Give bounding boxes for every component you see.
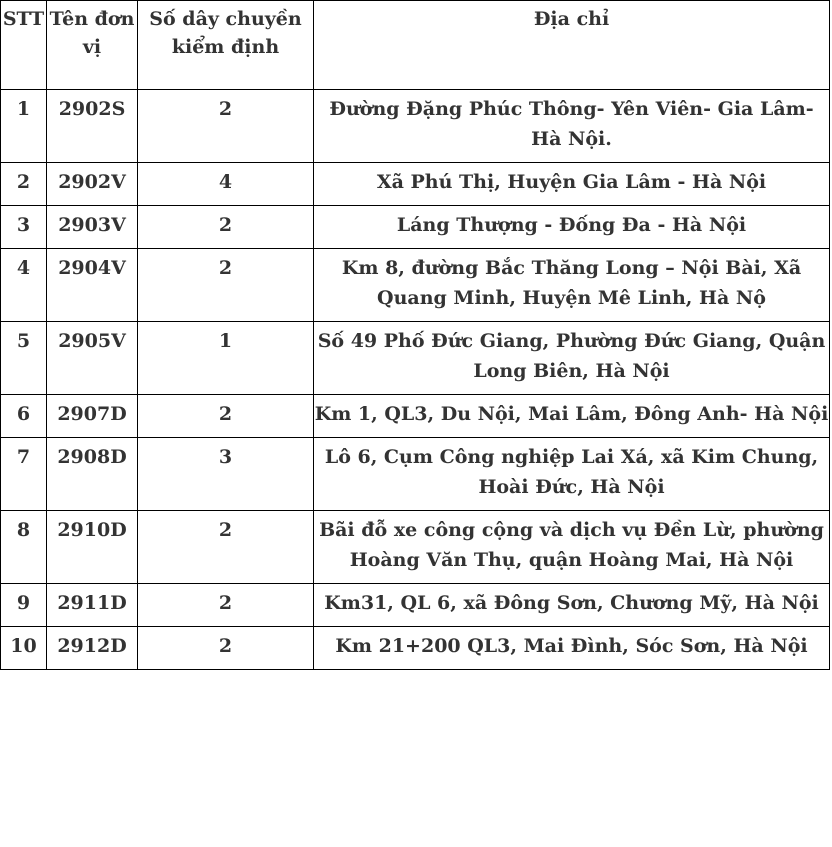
cell-stt: 10 xyxy=(1,627,47,670)
table-row xyxy=(1,206,830,249)
header-address: Địa chỉ xyxy=(314,1,830,90)
cell-stt: 6 xyxy=(1,395,47,438)
table-row xyxy=(1,249,830,322)
table-row xyxy=(1,511,830,584)
cell-unit-name: 2907D xyxy=(47,395,138,438)
header-unit-name: Tên đơn vị xyxy=(47,1,138,90)
cell-stt: 8 xyxy=(1,511,47,584)
table-row xyxy=(1,584,830,627)
table-row xyxy=(1,627,830,670)
cell-address: Bãi đỗ xe công cộng và dịch vụ Đền Lừ, phường Hoàng Văn Thụ, quận Hoàng Mai, Hà Nội xyxy=(314,511,830,584)
cell-line-count: 1 xyxy=(138,322,314,395)
cell-line-count: 2 xyxy=(138,206,314,249)
cell-address: Láng Thượng - Đống Đa - Hà Nội xyxy=(314,206,830,249)
cell-address: Km 8, đường Bắc Thăng Long – Nội Bài, Xã Quang Minh, Huyện Mê Linh, Hà Nộ xyxy=(314,249,830,322)
cell-unit-name: 2902S xyxy=(47,90,138,163)
cell-address: Số 49 Phố Đức Giang, Phường Đức Giang, Quận Long Biên, Hà Nội xyxy=(314,322,830,395)
cell-unit-name: 2903V xyxy=(47,206,138,249)
cell-line-count: 2 xyxy=(138,511,314,584)
cell-line-count: 2 xyxy=(138,627,314,670)
header-line-count: Số dây chuyền kiểm định xyxy=(138,1,314,90)
cell-stt: 5 xyxy=(1,322,47,395)
table-row xyxy=(1,395,830,438)
cell-stt: 9 xyxy=(1,584,47,627)
cell-unit-name: 2910D xyxy=(47,511,138,584)
header-stt: STT xyxy=(1,1,47,90)
cell-line-count: 4 xyxy=(138,163,314,206)
table-row xyxy=(1,438,830,511)
table-row xyxy=(1,90,830,163)
cell-unit-name: 2912D xyxy=(47,627,138,670)
table-header-row xyxy=(1,1,830,90)
cell-unit-name: 2905V xyxy=(47,322,138,395)
cell-line-count: 2 xyxy=(138,249,314,322)
cell-stt: 7 xyxy=(1,438,47,511)
cell-address: Xã Phú Thị, Huyện Gia Lâm - Hà Nội xyxy=(314,163,830,206)
cell-unit-name: 2908D xyxy=(47,438,138,511)
cell-address: Km 1, QL3, Du Nội, Mai Lâm, Đông Anh- Hà Nội xyxy=(314,395,830,438)
cell-stt: 1 xyxy=(1,90,47,163)
table-row xyxy=(1,322,830,395)
cell-line-count: 2 xyxy=(138,584,314,627)
cell-address: Đường Đặng Phúc Thông- Yên Viên- Gia Lâm- Hà Nội. xyxy=(314,90,830,163)
cell-address: Km31, QL 6, xã Đông Sơn, Chương Mỹ, Hà Nội xyxy=(314,584,830,627)
cell-line-count: 2 xyxy=(138,395,314,438)
cell-stt: 2 xyxy=(1,163,47,206)
cell-stt: 4 xyxy=(1,249,47,322)
cell-unit-name: 2904V xyxy=(47,249,138,322)
cell-line-count: 3 xyxy=(138,438,314,511)
cell-unit-name: 2911D xyxy=(47,584,138,627)
cell-address: Lô 6, Cụm Công nghiệp Lai Xá, xã Kim Chung, Hoài Đức, Hà Nội xyxy=(314,438,830,511)
cell-line-count: 2 xyxy=(138,90,314,163)
cell-stt: 3 xyxy=(1,206,47,249)
cell-address: Km 21+200 QL3, Mai Đình, Sóc Sơn, Hà Nội xyxy=(314,627,830,670)
cell-unit-name: 2902V xyxy=(47,163,138,206)
table-row xyxy=(1,163,830,206)
